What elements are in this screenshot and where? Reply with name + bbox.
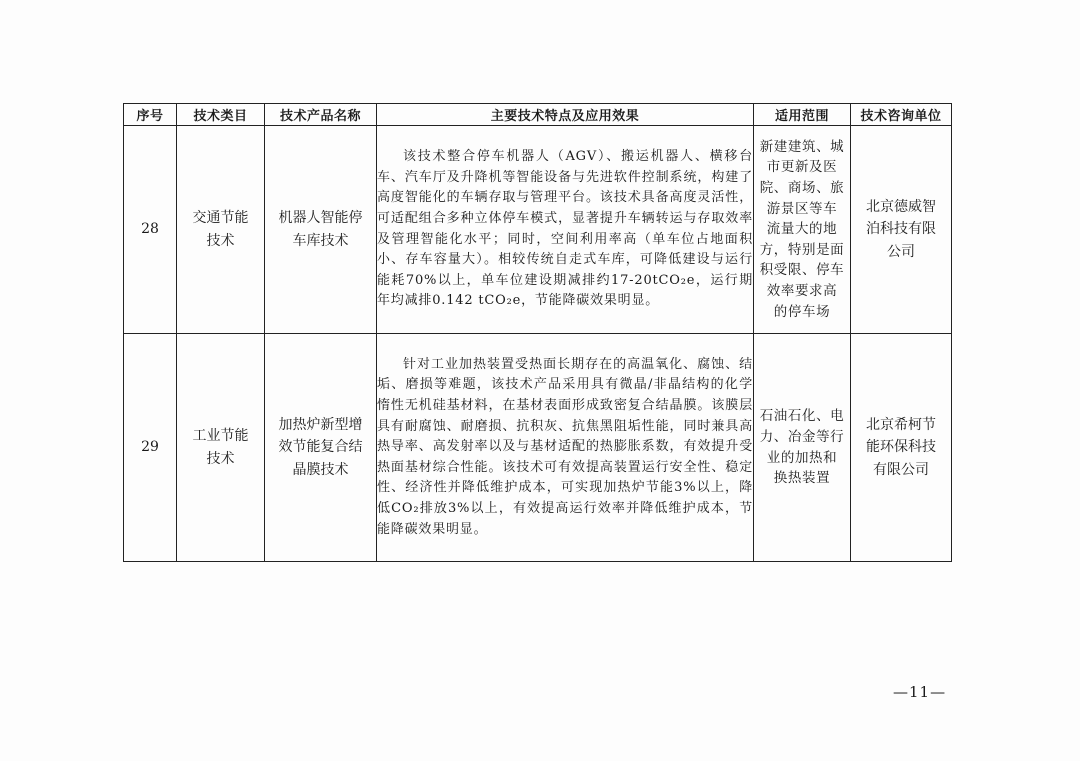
table-row [124,126,952,334]
row-category: 交通节能 技术 [177,126,265,334]
header-consultant: 技术咨询单位 [851,104,952,126]
row-product: 加热炉新型增 效节能复合结 晶膜技术 [265,334,377,562]
row-no: 29 [124,334,177,562]
page-number: —11— [893,683,947,701]
row-consultant: 北京德威智 泊科技有限 公司 [851,126,952,334]
header-description: 主要技术特点及应用效果 [377,104,754,126]
row-category: 工业节能 技术 [177,334,265,562]
header-scope: 适用范围 [754,104,851,126]
row-no: 28 [124,126,177,334]
row-scope: 石油石化、电 力、冶金等行 业的加热和 换热装置 [754,334,851,562]
row-consultant: 北京希柯节 能环保科技 有限公司 [851,334,952,562]
row-description: 该技术整合停车机器人（AGV）、搬运机器人、横移台车、汽车厅及升降机等智能设备与先进软件控制系统，构建了高度智能化的车辆存取与管理平台。该技术具备高度灵活性，可适配组合多种立体停车模式，显著提升车辆转运与存取效率及管理智能化水平；同时，空间利用率高（单车位占地面积小、存车容量大）。相较传统自走式车库，可降低建设与运行能耗70%以上，单车位建设期减排约17-20tCO₂e，运行期年均减排0.142 tCO₂e，节能降碳效果明显。 [377,126,754,334]
header-no: 序号 [124,104,177,126]
table-row [124,334,952,562]
table-header-row [124,104,952,126]
row-scope: 新建建筑、城 市更新及医 院、商场、旅 游景区等车 流量大的地 方，特别是面 积受限、停车 效率要求高 的停车场 [754,126,851,334]
header-product: 技术产品名称 [265,104,377,126]
row-product: 机器人智能停 车库技术 [265,126,377,334]
header-category: 技术类目 [177,104,265,126]
technology-table [123,103,952,562]
row-description: 针对工业加热装置受热面长期存在的高温氧化、腐蚀、结垢、磨损等难题，该技术产品采用具有微晶/非晶结构的化学惰性无机硅基材料，在基材表面形成致密复合结晶膜。该膜层具有耐腐蚀、耐磨损、抗积灰、抗焦黑阻垢性能，同时兼具高热导率、高发射率以及与基材适配的热膨胀系数，有效提升受热面基材综合性能。该技术可有效提高装置运行安全性、稳定性、经济性并降低维护成本，可实现加热炉节能3%以上，降低CO₂排放3%以上，有效提高运行效率并降低维护成本，节能降碳效果明显。 [377,334,754,562]
